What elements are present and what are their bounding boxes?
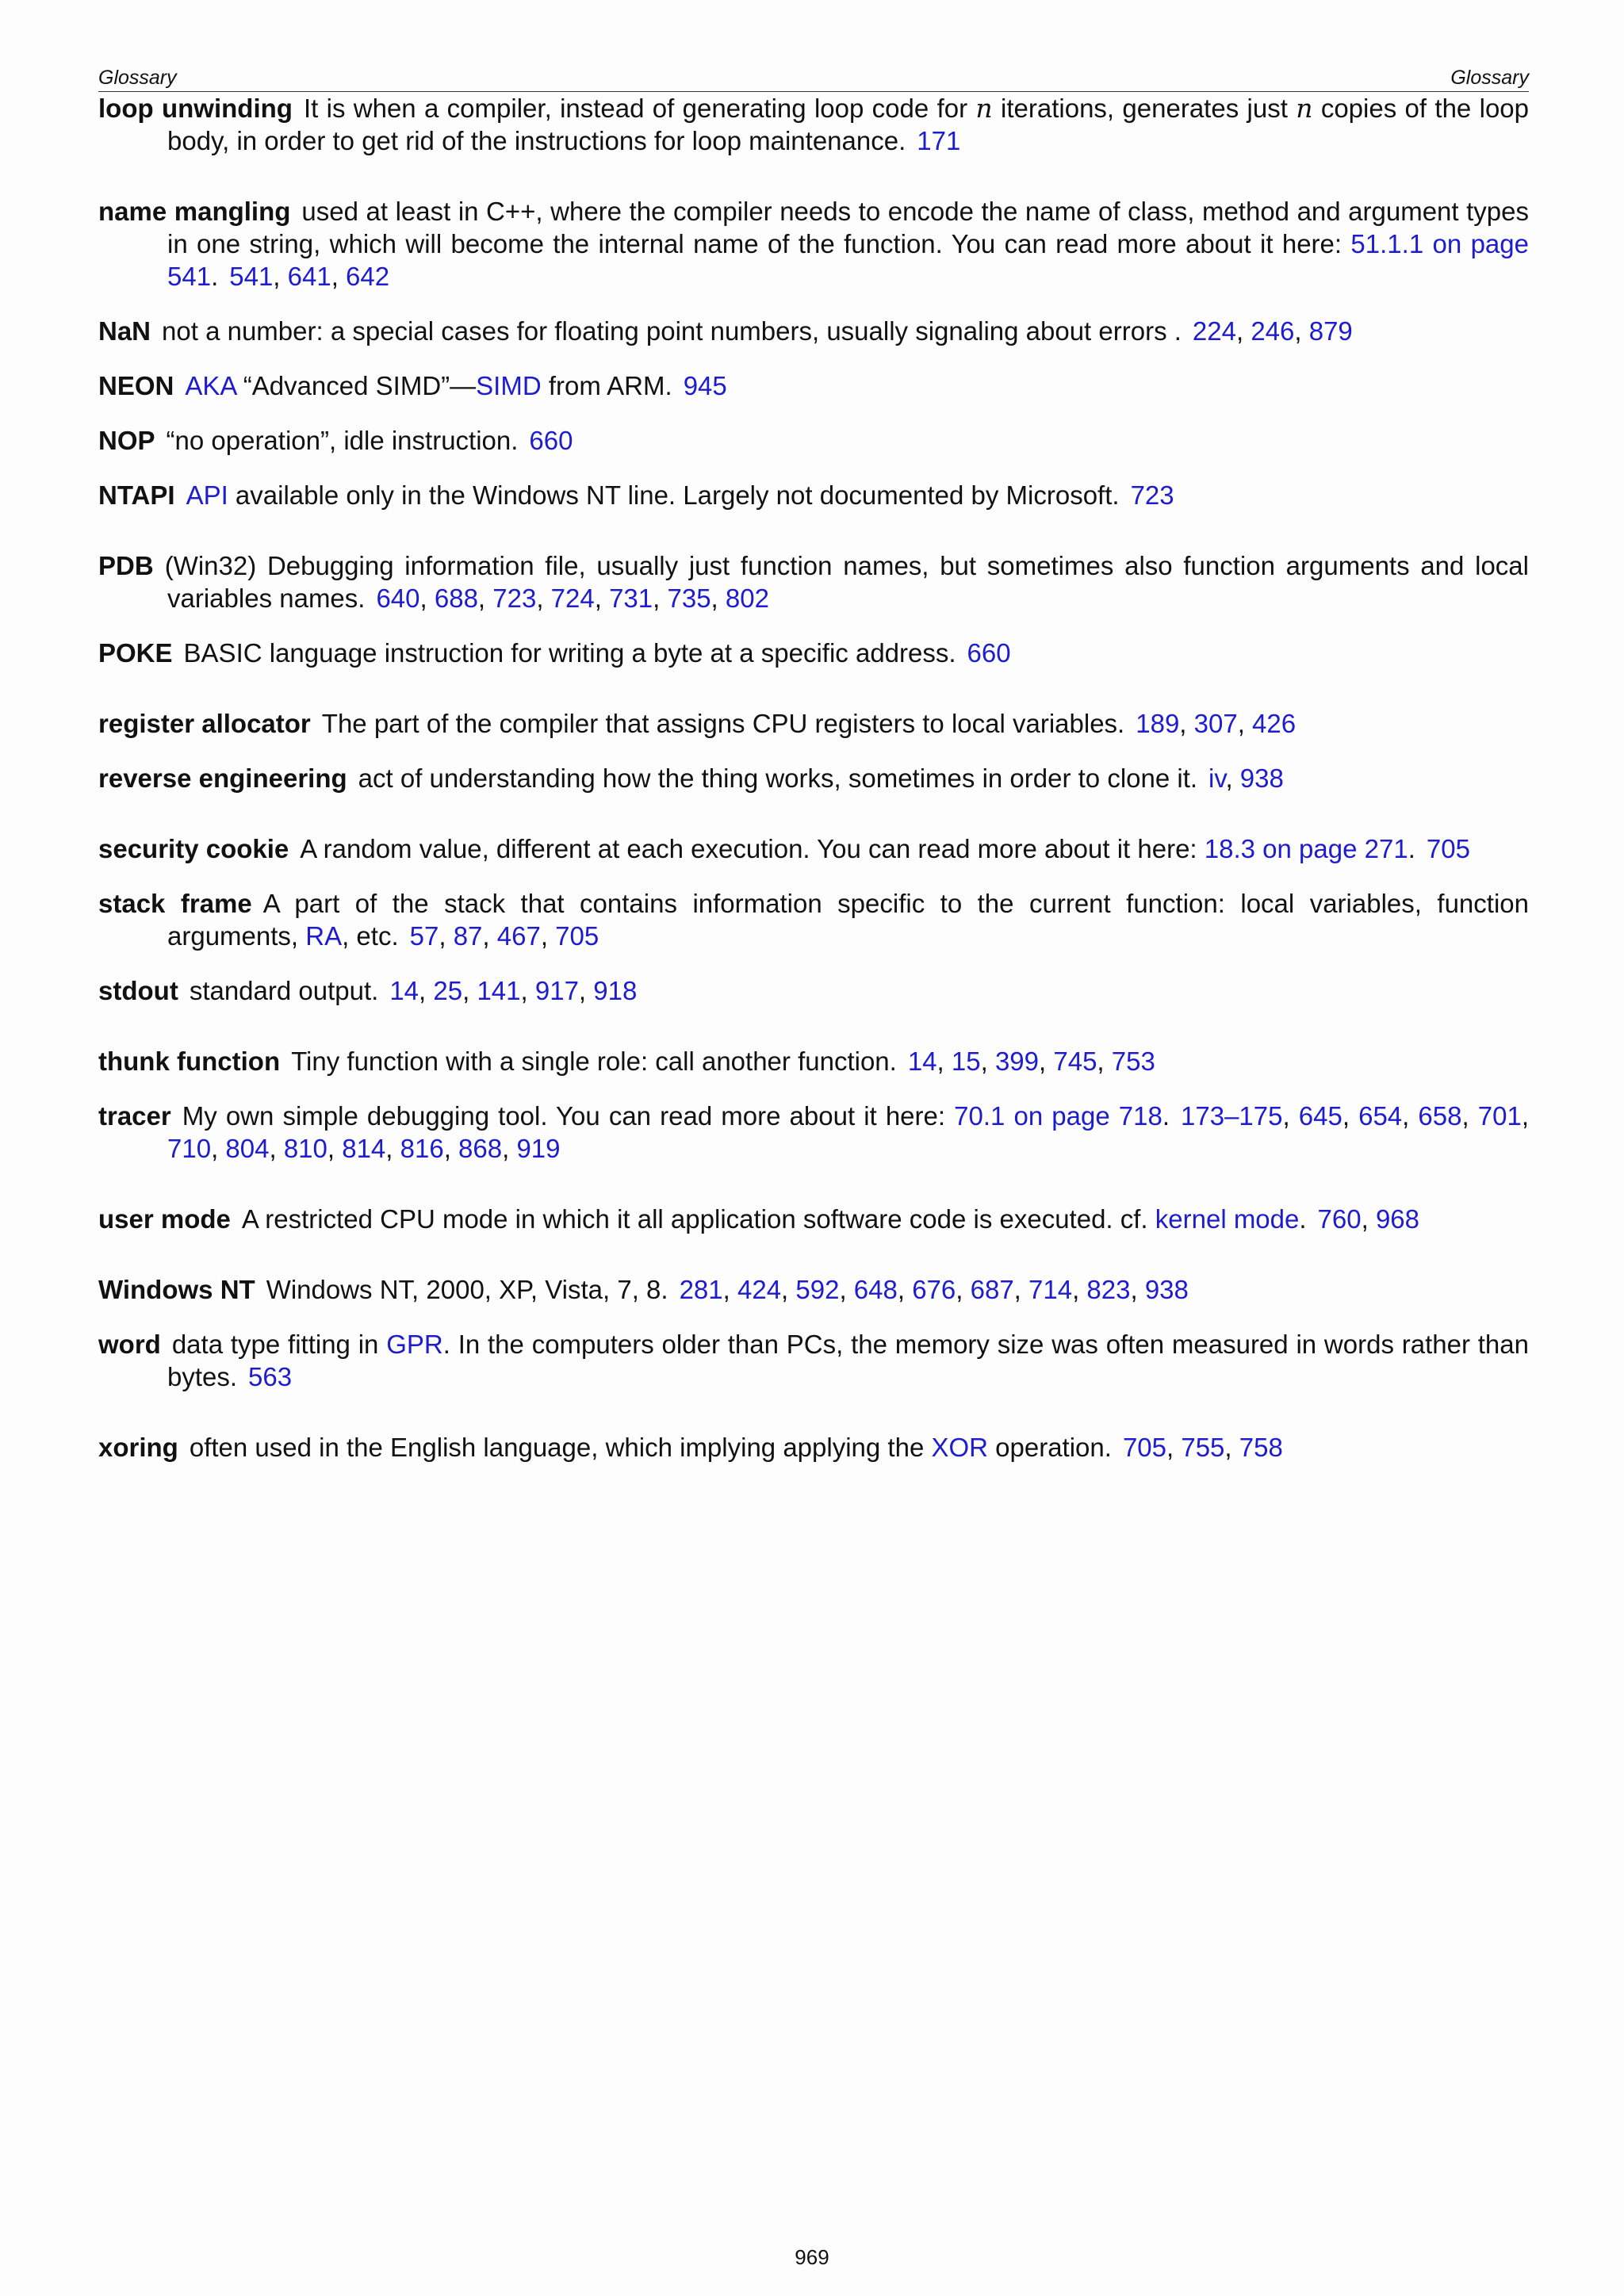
reference-separator: , (1013, 1275, 1029, 1304)
definition-text: (Win32) Debugging information file, usually just function names, but sometimes also function arguments and local variables names. (164, 551, 1529, 613)
page-reference-link[interactable]: 917 (534, 976, 579, 1005)
page-references (529, 426, 573, 455)
page-references (1136, 709, 1296, 738)
glossary-definition (186, 480, 1120, 510)
reference-separator: , (269, 1134, 284, 1163)
reference-separator: , (1402, 1101, 1419, 1131)
page-references (410, 921, 599, 951)
page-reference-link[interactable]: 758 (1239, 1433, 1283, 1462)
glossary-definition (167, 1330, 1529, 1391)
glossary-term: loop unwinding (98, 94, 293, 123)
page-reference-link[interactable]: 688 (434, 584, 478, 613)
reference-separator: , (1294, 316, 1309, 346)
cross-reference-link[interactable]: AKA (185, 371, 236, 400)
cross-reference-link[interactable]: 70.1 on page 718 (954, 1101, 1162, 1131)
page-reference-link[interactable]: 724 (550, 584, 595, 613)
page-reference-link[interactable]: 753 (1111, 1047, 1155, 1076)
reference-separator: , (1235, 316, 1251, 346)
definition-text: , etc. (342, 921, 399, 951)
definition-text: available only in the Windows NT line. Largely not documented by Microsoft. (228, 480, 1120, 510)
page-reference-link[interactable]: 14 (389, 976, 419, 1005)
page-reference-link[interactable]: 814 (342, 1134, 386, 1163)
math-variable: n (1296, 93, 1313, 124)
glossary-entry (98, 195, 1529, 293)
page-reference-link[interactable]: 968 (1375, 1204, 1420, 1234)
reference-separator: , (211, 1134, 226, 1163)
glossary-term: NOP (98, 426, 155, 455)
page-reference-link[interactable]: 701 (1477, 1101, 1522, 1131)
page-reference-link[interactable]: 641 (287, 262, 331, 291)
reference-separator: , (520, 976, 535, 1005)
page-reference-link[interactable]: 879 (1308, 316, 1353, 346)
glossary-term: stdout (98, 976, 178, 1005)
definition-text: A random value, different at each execution. You can read more about it here: (300, 834, 1205, 863)
page-reference-link[interactable]: 660 (967, 638, 1011, 668)
page-reference-link[interactable]: 307 (1193, 709, 1238, 738)
glossary-entry (98, 1328, 1529, 1393)
definition-text: BASIC language instruction for writing a byte at a specific address. (183, 638, 956, 668)
cross-reference-link[interactable]: GPR (386, 1330, 443, 1359)
page-references (684, 371, 727, 400)
definition-text: . In the computers older than PCs, the memory size was often measured in words rather than bytes. (167, 1330, 1529, 1391)
page-reference-link[interactable]: 705 (555, 921, 599, 951)
page-reference-link[interactable]: 645 (1298, 1101, 1342, 1131)
glossary-entry (98, 369, 1529, 402)
definition-text: A restricted CPU mode in which it all application software code is executed. cf. (241, 1204, 1155, 1234)
reference-separator: , (462, 976, 477, 1005)
glossary-definition (185, 371, 672, 400)
page-reference-link[interactable]: 25 (433, 976, 463, 1005)
reference-separator: , (653, 584, 668, 613)
running-header-left: Glossary (98, 67, 177, 89)
reference-separator: , (1237, 709, 1253, 738)
page-references (1208, 763, 1284, 793)
page-references (1427, 834, 1470, 863)
glossary-term: word (98, 1330, 161, 1359)
reference-separator: , (1166, 1433, 1182, 1462)
glossary-entry (98, 832, 1529, 865)
glossary-entry (98, 887, 1529, 952)
definition-text: . (211, 262, 219, 291)
definition-text: Tiny function with a single role: call another function. (291, 1047, 897, 1076)
definition-text: . (1408, 834, 1415, 863)
glossary-term: register allocator (98, 709, 311, 738)
page-references (908, 1047, 1155, 1076)
reference-separator: , (839, 1275, 854, 1304)
glossary-term: tracer (98, 1101, 171, 1131)
page-reference-link[interactable]: 938 (1239, 763, 1284, 793)
page-reference-link[interactable]: 802 (725, 584, 769, 613)
reference-separator: , (1361, 1204, 1376, 1234)
reference-separator: , (1097, 1047, 1112, 1076)
math-variable: n (975, 93, 993, 124)
glossary-definition (358, 763, 1197, 793)
definition-text: “no operation”, idle instruction. (166, 426, 519, 455)
page-reference-link[interactable]: 823 (1086, 1275, 1131, 1304)
page-reference-link[interactable]: 945 (683, 371, 727, 400)
running-header (98, 67, 1529, 92)
page-reference-link[interactable]: 687 (970, 1275, 1014, 1304)
definition-text: . (1299, 1204, 1307, 1234)
page-reference-link[interactable]: 246 (1251, 316, 1295, 346)
page-reference-link[interactable]: 919 (516, 1134, 561, 1163)
page-reference-link[interactable]: 723 (492, 584, 537, 613)
glossary-definition (300, 834, 1415, 863)
definition-text: iterations, generates just (992, 94, 1297, 123)
glossary-definition (190, 976, 379, 1005)
page-reference-link[interactable]: 648 (853, 1275, 898, 1304)
page-reference-link[interactable]: 938 (1144, 1275, 1189, 1304)
page-references (376, 584, 769, 613)
glossary-term: Windows NT (98, 1275, 255, 1304)
reference-separator: , (1072, 1275, 1087, 1304)
glossary-definition (184, 638, 956, 668)
page-reference-link[interactable]: 426 (1252, 709, 1297, 738)
reference-separator: , (439, 921, 454, 951)
page-reference-link[interactable]: 563 (248, 1362, 293, 1391)
page-reference-link[interactable]: 676 (912, 1275, 956, 1304)
page-reference-link[interactable]: 705 (1122, 1433, 1166, 1462)
reference-separator: , (1224, 1433, 1239, 1462)
running-header-right: Glossary (1450, 67, 1529, 89)
glossary-definition (165, 551, 1529, 613)
reference-separator: , (1282, 1101, 1299, 1131)
page-reference-link[interactable]: 642 (346, 262, 390, 291)
glossary-entry (98, 637, 1529, 669)
page-references (917, 126, 960, 155)
page-reference-link[interactable]: 15 (951, 1047, 981, 1076)
reference-separator: , (1461, 1101, 1478, 1131)
page-reference-link[interactable]: 745 (1053, 1047, 1097, 1076)
definition-text: Windows NT, 2000, XP, Vista, 7, 8. (266, 1275, 668, 1304)
page-references (1131, 480, 1174, 510)
glossary-entry (98, 424, 1529, 457)
glossary-term: stack frame (98, 889, 252, 918)
page-reference-link[interactable]: 660 (529, 426, 573, 455)
glossary-entry (98, 974, 1529, 1007)
page-references (1193, 316, 1353, 346)
reference-separator: , (273, 262, 288, 291)
reference-separator: , (897, 1275, 913, 1304)
page-reference-link[interactable]: 141 (477, 976, 521, 1005)
reference-separator: , (482, 921, 497, 951)
page-references (1123, 1433, 1283, 1462)
reference-separator: , (477, 584, 493, 613)
definition-text: copies of the loop body, in order to get rid of the instructions for loop maintenance. (167, 94, 1530, 155)
page-reference-link[interactable]: 281 (679, 1275, 723, 1304)
reference-separator: , (1342, 1101, 1359, 1131)
page-reference-link[interactable]: 541 (229, 262, 274, 291)
glossary-definition (291, 1047, 897, 1076)
definition-text: It is when a compiler, instead of generating loop code for (303, 94, 976, 123)
glossary-entry (98, 762, 1529, 794)
reference-separator: , (385, 1134, 400, 1163)
glossary-term: NTAPI (98, 480, 175, 510)
glossary-entry (98, 1203, 1529, 1235)
page-reference-link[interactable]: 171 (917, 126, 961, 155)
page-reference-link[interactable]: 705 (1426, 834, 1470, 863)
reference-separator: , (936, 1047, 952, 1076)
page-reference-link[interactable]: 868 (458, 1134, 503, 1163)
definition-text: . (1162, 1101, 1170, 1131)
definition-text: not a number: a special cases for floating point numbers, usually signaling about errors . (162, 316, 1182, 346)
cross-reference-link[interactable]: kernel mode (1155, 1204, 1300, 1234)
definition-text: from ARM. (541, 371, 672, 400)
page-references (680, 1275, 1189, 1304)
reference-separator: , (781, 1275, 796, 1304)
reference-separator: , (710, 584, 726, 613)
page-reference-link[interactable]: 654 (1358, 1101, 1403, 1131)
glossary-entry (98, 549, 1529, 614)
page-references (389, 976, 637, 1005)
page-reference-link[interactable]: 710 (167, 1134, 212, 1163)
cross-reference-link[interactable]: API (186, 480, 228, 510)
reference-separator: , (1521, 1101, 1529, 1131)
definition-text: data type fitting in (171, 1330, 387, 1359)
page-reference-link[interactable]: 173–175 (1181, 1101, 1283, 1131)
glossary-term: reverse engineering (98, 763, 347, 793)
page-reference-link[interactable]: 640 (376, 584, 420, 613)
definition-text: The part of the compiler that assigns CPU registers to local variables. (321, 709, 1125, 738)
page-reference-link[interactable]: 723 (1130, 480, 1174, 510)
page-reference-link[interactable]: 87 (453, 921, 483, 951)
glossary-definition (242, 1204, 1307, 1234)
cross-reference-link[interactable]: XOR (931, 1433, 988, 1462)
cross-reference-link[interactable]: 18.3 on page 271 (1204, 834, 1408, 863)
reference-separator: , (331, 262, 347, 291)
reference-separator: , (443, 1134, 459, 1163)
page-references (248, 1362, 292, 1391)
reference-separator: , (594, 584, 610, 613)
reference-separator: , (419, 976, 434, 1005)
definition-text: “Advanced SIMD”— (236, 371, 477, 400)
page-reference-link[interactable]: 399 (994, 1047, 1040, 1076)
page-body (98, 67, 1529, 1464)
reference-separator: , (722, 1275, 737, 1304)
page-references (229, 262, 389, 291)
page-reference-link[interactable]: 467 (496, 921, 541, 951)
reference-separator: , (1130, 1275, 1145, 1304)
glossary-term: thunk function (98, 1047, 281, 1076)
page-reference-link[interactable]: 918 (593, 976, 638, 1005)
glossary-definition (190, 1433, 1112, 1462)
glossary-entry (98, 315, 1529, 347)
page-reference-link[interactable]: 658 (1418, 1101, 1462, 1131)
definition-text: operation. (987, 1433, 1112, 1462)
page-reference-link[interactable]: 735 (667, 584, 711, 613)
page-reference-link[interactable]: 804 (225, 1134, 270, 1163)
reference-separator: , (536, 584, 551, 613)
glossary-term: xoring (98, 1433, 178, 1462)
glossary-term: NEON (98, 371, 174, 400)
page-reference-link[interactable]: 57 (409, 921, 439, 951)
glossary-entry (98, 479, 1529, 511)
glossary-definition (162, 316, 1182, 346)
glossary-term: NaN (98, 316, 151, 346)
definition-text: act of understanding how the thing works, sometimes in order to clone it. (358, 763, 1198, 793)
glossary-entry (98, 707, 1529, 740)
page-reference-link[interactable]: iv (1208, 763, 1226, 793)
glossary-entry (98, 1273, 1529, 1306)
definition-text: A part of the stack that contains information specific to the current function: local variables, function arguments, (167, 889, 1529, 951)
glossary-entry (98, 92, 1529, 157)
glossary-term: PDB (98, 551, 154, 580)
definition-text: used at least in C++, where the compiler needs to encode the name of class, method and argument types in one string, which will become the internal name of the function. You can read more about it here: (167, 197, 1529, 258)
glossary-definition (322, 709, 1124, 738)
cross-reference-link[interactable]: 51.1.1 on page 541 (167, 229, 1529, 291)
reference-separator: , (502, 1134, 517, 1163)
glossary-entry (98, 1100, 1529, 1165)
page-reference-link[interactable]: 592 (795, 1275, 840, 1304)
cross-reference-link[interactable]: SIMD (476, 371, 542, 400)
glossary-entry (98, 1045, 1529, 1077)
page-reference-link[interactable]: 14 (907, 1047, 937, 1076)
page-reference-link[interactable]: 424 (737, 1275, 782, 1304)
page-reference-link[interactable]: 816 (400, 1134, 444, 1163)
glossary-definition (167, 94, 1529, 155)
glossary-definition (167, 889, 1529, 951)
page-reference-link[interactable]: 810 (283, 1134, 327, 1163)
glossary-term: name mangling (98, 197, 291, 226)
reference-separator: , (956, 1275, 971, 1304)
page-reference-link[interactable]: 714 (1028, 1275, 1073, 1304)
glossary-term: security cookie (98, 834, 289, 863)
page-number: 969 (795, 2245, 829, 2269)
page-reference-link[interactable]: 224 (1192, 316, 1236, 346)
definition-text: often used in the English language, which implying applying the (189, 1433, 932, 1462)
reference-separator: , (1225, 763, 1240, 793)
glossary-term: user mode (98, 1204, 231, 1234)
page-reference-link[interactable]: 189 (1136, 709, 1180, 738)
page-reference-link[interactable]: 760 (1317, 1204, 1362, 1234)
reference-separator: , (540, 921, 556, 951)
page-reference-link[interactable]: 755 (1181, 1433, 1225, 1462)
reference-separator: , (1179, 709, 1194, 738)
glossary-definition (266, 1275, 668, 1304)
glossary-definition (182, 1101, 1170, 1131)
glossary-entry (98, 1431, 1529, 1464)
glossary-list (98, 92, 1529, 1464)
definition-text: standard output. (189, 976, 379, 1005)
glossary-definition (167, 426, 519, 455)
page-references (1318, 1204, 1419, 1234)
reference-separator: , (1039, 1047, 1054, 1076)
reference-separator: , (419, 584, 435, 613)
reference-separator: , (578, 976, 594, 1005)
reference-separator: , (980, 1047, 995, 1076)
page-references (967, 638, 1011, 668)
cross-reference-link[interactable]: RA (305, 921, 343, 951)
reference-separator: , (327, 1134, 343, 1163)
glossary-term: POKE (98, 638, 173, 668)
page-reference-link[interactable]: 731 (609, 584, 653, 613)
definition-text: My own simple debugging tool. You can read more about it here: (182, 1101, 955, 1131)
